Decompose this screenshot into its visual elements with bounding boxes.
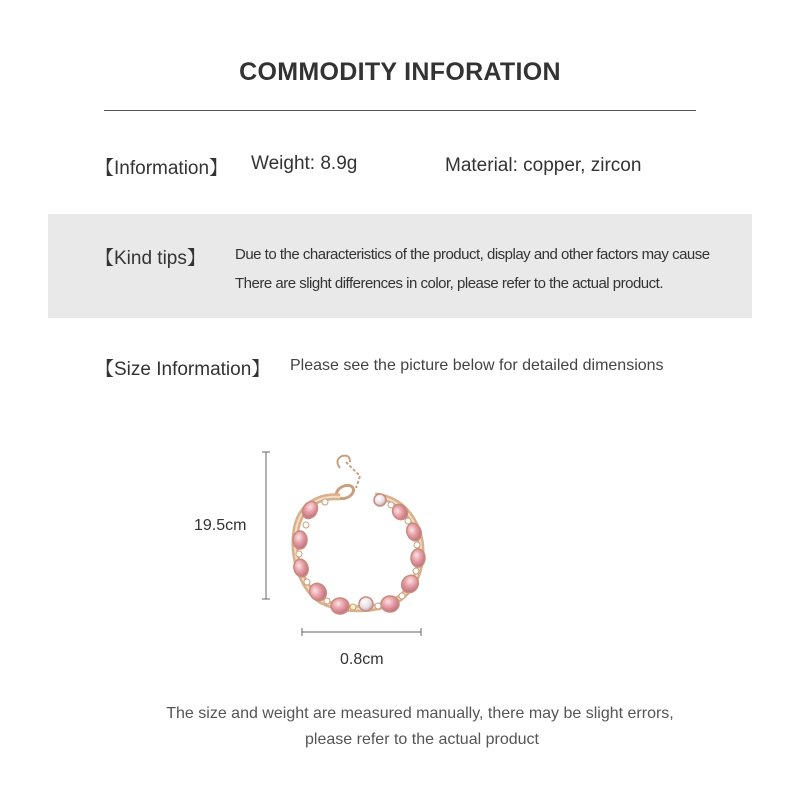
size-information-label: 【Size Information】 [95, 359, 271, 380]
height-dimension-line [262, 452, 270, 599]
page-title: COMMODITY INFORATION [239, 58, 561, 86]
footer-note-line-1: The size and weight are measured manually, there may be slight errors, [166, 705, 674, 722]
information-label: 【Information】 [95, 158, 229, 179]
material-value: Material: copper, zircon [445, 155, 642, 176]
kind-tips-line-2: There are slight differences in color, please refer to the actual product. [235, 275, 663, 292]
footer-note-line-2: please refer to the actual product [305, 731, 539, 748]
kind-tips-label: 【Kind tips】 [95, 248, 206, 269]
width-dimension-label: 0.8cm [340, 651, 384, 668]
height-dimension-label: 19.5cm [194, 517, 247, 534]
weight-value: Weight: 8.9g [251, 153, 358, 174]
bracelet-image [292, 456, 425, 614]
width-dimension-line [302, 628, 421, 636]
kind-tips-line-1: Due to the characteristics of the product, display and other factors may cause [235, 246, 710, 263]
size-information-description: Please see the picture below for detailed dimensions [290, 357, 664, 374]
